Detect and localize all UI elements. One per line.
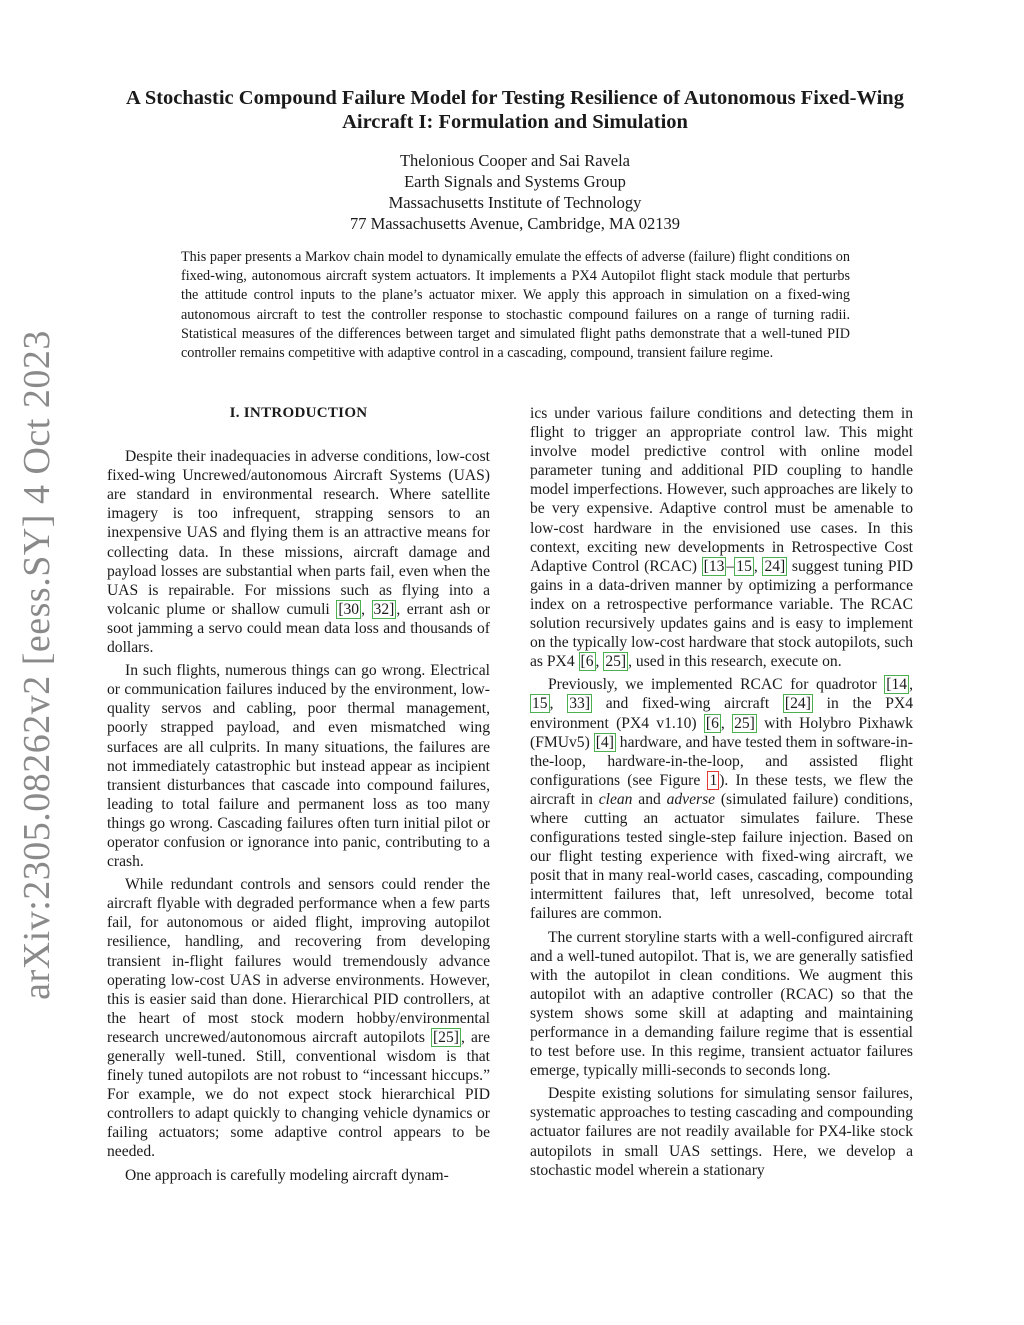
paragraph: One approach is carefully modeling aircraft dynam-	[125, 1166, 449, 1184]
author-institution: Massachusetts Institute of Technology	[388, 193, 642, 212]
citation-link[interactable]: [6	[580, 653, 594, 671]
paragraph: While redundant controls and sensors could render the aircraft flyable with degraded performance when a few parts fail, for autonomous or aided flight, improving autopilot resilience, handling, and recovering from developing transient in-flight failures would tremendously advance operating low-cost UAS in adverse environments. However, this is easier said than done. Hierarchical PID controllers, at the heart of most stock modern hobby/environmental research uncrewed/autonomous aircraft autopilots [25] , are generally well-tuned. Still, conventional wisdom is that finely tuned autopilots are not robust to “incessant hiccups.” For example, we do not expect stock hierarchical PID controllers to adapt quickly to changing vehicle dynamics or failing actuators; some adaptive control appears to be needed.	[107, 876, 490, 1161]
author-names: Thelonious Cooper and Sai Ravela	[399, 151, 631, 170]
paragraph: Despite their inadequacies in adverse conditions, low-cost fixed-wing Uncrewed/autonomous Aircraft Systems (UAS) are standard in environmental research. Where satellite imagery is too infrequent, strapping sensors to an inexpensive UAS and flying them is an attractive means for collecting data. In these missions, aircraft damage and payload losses are substantial when parts fail, even when the UAS is repairable. For missions such as flying into a volcanic plume or shallow cumuli [30 , 32] , errant ash or soot jamming a servo could mean data loss and thousands of dollars.	[107, 448, 490, 657]
citation-link[interactable]: [24]	[784, 695, 811, 713]
citation-link[interactable]: [30	[338, 600, 360, 618]
paragraph: Previously, we implemented RCAC for quadrotor [14 , 15 , 33] and fixed-wing aircraft [24] in the PX4 environment (PX4 v1.10) [6 , 25] with Holybro Pixhawk (FMUv5) [4] hardware, and have tested them in software-in-the-loop, hardware-in-the-loop, and assisted flight configurations (see Figure 1 ). In these tests, we flew the aircraft in clean and adverse (simulated failure) conditions, where cutting an actuator simulates failure. These configurations tested single-step failure injection. Based on our flight testing experience with fixed-wing aircraft, we posit that in many real-world cases, cascading, compounding intermittent failures that, left unresolved, become total failures are common.	[530, 676, 914, 923]
citation-link[interactable]: 15	[736, 557, 752, 575]
section-heading: I. INTRODUCTION	[229, 405, 368, 421]
citation-link[interactable]: [25]	[432, 1028, 459, 1046]
citation-link[interactable]: 25]	[734, 714, 755, 732]
paragraph: ics under various failure conditions and detecting them in flight to trigger an appropriate control law. This might involve model predictive control with online model parameter tuning and additional PID coupling to handle model imperfections. However, such approaches are likely to be very expensive. Adaptive control must be amenable to low-cost hardware in the envisioned use cases. In this context, exciting new developments in Retrospective Cost Adaptive Control (RCAC) [13 – 15 , 24] suggest tuning PID gains in a data-driven manner by optimizing a performance index on a retrospective performance variable. The RCAC solution recursively updates gains and is easy to implement on the typically low-cost hardware that stock autopilots, such as PX4 [6 , 25] , used in this research, execute on.	[530, 405, 914, 671]
paragraph: Despite existing solutions for simulating sensor failures, systematic approaches to testing cascading and compounding actuator failures are not readily available for PX4-like stock autopilots in small UAS settings. Here, we develop a stochastic model wherein a stationary	[530, 1085, 913, 1179]
paragraph: In such flights, numerous things can go wrong. Electrical or communication failures induced by the environment, low-quality servos and cabling, poor thermal management, poorly strapped payload, and even mismatched wing surfaces are all culprits. In many situations, the failures are not immediately catastrophic but instead appear as incipient transient disturbances that cascade into compound failures, leading to total failure and permanent loss as too many things go wrong. Cascading failures often turn initial pilot or operator confusion or ignorance into panic, contributing to a crash.	[107, 662, 490, 871]
citation-link[interactable]: [6	[705, 714, 719, 732]
citation-link[interactable]: 33]	[569, 695, 591, 713]
figure-link[interactable]: 1	[709, 771, 718, 789]
arxiv-id-text: arXiv:2305.08262v2 [eess.SY] 4 Oct 2023	[16, 330, 58, 1000]
citation-link[interactable]: 25]	[605, 653, 627, 671]
citation-link[interactable]: [14	[886, 676, 908, 694]
citation-link[interactable]: 24]	[764, 557, 786, 575]
abstract: This paper presents a Markov chain model to dynamically emulate the effects of adverse (failure) flight conditions on fixed-wing, autonomous aircraft system actuators. It implements a PX4 Autopilot flight stack module that perturbs the attitude control inputs to the plane’s actuator mixer. We apply this approach in simulation on a fixed-wing autonomous aircraft to test the controller response to stochastic compound failures on a range of turning radii. Statistical measures of the differences between target and simulated flight paths demonstrate that a well-tuned PID controller remains competitive with adaptive control in a cascading, compound, transient failure regime.	[181, 249, 850, 362]
author-group: Earth Signals and Systems Group	[404, 172, 626, 191]
author-address: 77 Massachusetts Avenue, Cambridge, MA 02139	[349, 214, 681, 233]
arxiv-identifier	[12, 330, 62, 1000]
author-block	[200, 150, 830, 234]
citation-link[interactable]: [13	[703, 557, 725, 575]
paragraph: The current storyline starts with a well-configured aircraft and a well-tuned autopilot. That is, we are generally satisfied with the autopilot in clean conditions. We augment this autopilot with an adaptive controller (RCAC) so that the system shows some skill at adapting and maintaining performance in a demanding failure regime that is essential to test before use. In this regime, transient actuator failures emerge, typically milli-seconds to seconds long.	[530, 928, 913, 1080]
paper-title: A Stochastic Compound Failure Model for Testing Resilience of Autonomous Fixed-Wing Aircraft I: Formulation and Simulation	[126, 87, 904, 133]
citation-link[interactable]: 15	[532, 695, 548, 713]
citation-link[interactable]: 32]	[373, 600, 395, 618]
citation-link[interactable]: [4]	[595, 733, 614, 751]
left-column	[107, 400, 490, 1189]
right-column	[530, 404, 913, 1184]
